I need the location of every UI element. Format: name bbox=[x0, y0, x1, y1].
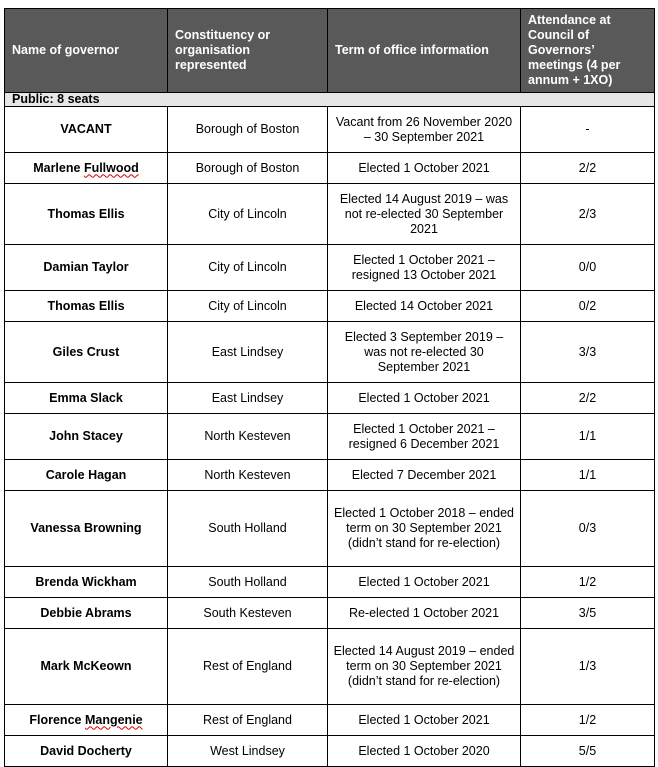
attendance-cell: 0/0 bbox=[521, 245, 655, 291]
constituency-cell: East Lindsey bbox=[168, 383, 328, 414]
governor-name: Carole Hagan bbox=[5, 460, 168, 491]
term-cell: Elected 1 October 2021 bbox=[328, 153, 521, 184]
constituency-cell: City of Lincoln bbox=[168, 291, 328, 322]
constituency-cell: Borough of Boston bbox=[168, 153, 328, 184]
attendance-cell: 3/5 bbox=[521, 598, 655, 629]
attendance-cell: 1/1 bbox=[521, 414, 655, 460]
attendance-cell: - bbox=[521, 107, 655, 153]
table-row bbox=[5, 414, 655, 460]
term-cell: Elected 1 October 2020 bbox=[328, 736, 521, 767]
governor-surname: Mangenie bbox=[84, 712, 143, 727]
attendance-cell: 2/2 bbox=[521, 153, 655, 184]
table-row bbox=[5, 460, 655, 491]
term-cell: Elected 1 October 2021 bbox=[328, 705, 521, 736]
attendance-cell: 2/3 bbox=[521, 184, 655, 245]
term-cell: Elected 1 October 2021 bbox=[328, 567, 521, 598]
section-label: Public: 8 seats bbox=[5, 93, 655, 107]
governor-name: Debbie Abrams bbox=[5, 598, 168, 629]
header-constituency: Constituency or organisation represented bbox=[168, 9, 328, 93]
governor-name: VACANT bbox=[5, 107, 168, 153]
table-row bbox=[5, 383, 655, 414]
section-row bbox=[5, 93, 655, 107]
table-row bbox=[5, 598, 655, 629]
term-cell: Elected 1 October 2021 – resigned 13 October 2021 bbox=[328, 245, 521, 291]
governor-surname: Fullwood bbox=[83, 160, 139, 175]
header-name: Name of governor bbox=[5, 9, 168, 93]
constituency-cell: Borough of Boston bbox=[168, 107, 328, 153]
table-row bbox=[5, 184, 655, 245]
governor-first-name: Marlene bbox=[33, 160, 81, 175]
governor-name: John Stacey bbox=[5, 414, 168, 460]
attendance-cell: 1/2 bbox=[521, 705, 655, 736]
constituency-cell: City of Lincoln bbox=[168, 184, 328, 245]
governor-first-name: Florence bbox=[29, 712, 82, 727]
term-cell: Elected 14 August 2019 – ended term on 30 September 2021 (didn’t stand for re-election) bbox=[328, 629, 521, 705]
attendance-cell: 2/2 bbox=[521, 383, 655, 414]
attendance-cell: 1/3 bbox=[521, 629, 655, 705]
table-row bbox=[5, 245, 655, 291]
term-cell: Re-elected 1 October 2021 bbox=[328, 598, 521, 629]
governor-name: David Docherty bbox=[5, 736, 168, 767]
constituency-cell: North Kesteven bbox=[168, 414, 328, 460]
governor-name: Thomas Ellis bbox=[5, 291, 168, 322]
table-row bbox=[5, 322, 655, 383]
governor-name: Thomas Ellis bbox=[5, 184, 168, 245]
constituency-cell: South Holland bbox=[168, 491, 328, 567]
attendance-cell: 1/2 bbox=[521, 567, 655, 598]
table-row bbox=[5, 153, 655, 184]
constituency-cell: West Lindsey bbox=[168, 736, 328, 767]
table-row bbox=[5, 705, 655, 736]
table-row bbox=[5, 567, 655, 598]
constituency-cell: Rest of England bbox=[168, 705, 328, 736]
constituency-cell: South Holland bbox=[168, 567, 328, 598]
constituency-cell: Rest of England bbox=[168, 629, 328, 705]
term-cell: Elected 1 October 2021 – resigned 6 December 2021 bbox=[328, 414, 521, 460]
governor-name: Giles Crust bbox=[5, 322, 168, 383]
table-row bbox=[5, 291, 655, 322]
attendance-cell: 5/5 bbox=[521, 736, 655, 767]
table-row bbox=[5, 491, 655, 567]
governors-table bbox=[4, 8, 655, 767]
attendance-cell: 0/2 bbox=[521, 291, 655, 322]
constituency-cell: East Lindsey bbox=[168, 322, 328, 383]
term-cell: Elected 14 August 2019 – was not re-elected 30 September 2021 bbox=[328, 184, 521, 245]
term-cell: Vacant from 26 November 2020 – 30 September 2021 bbox=[328, 107, 521, 153]
header-term: Term of office information bbox=[328, 9, 521, 93]
term-cell: Elected 1 October 2021 bbox=[328, 383, 521, 414]
constituency-cell: North Kesteven bbox=[168, 460, 328, 491]
governor-name: Vanessa Browning bbox=[5, 491, 168, 567]
governor-name: Damian Taylor bbox=[5, 245, 168, 291]
term-cell: Elected 7 December 2021 bbox=[328, 460, 521, 491]
governor-name: Emma Slack bbox=[5, 383, 168, 414]
term-cell: Elected 3 September 2019 – was not re-elected 30 September 2021 bbox=[328, 322, 521, 383]
term-cell: Elected 1 October 2018 – ended term on 30 September 2021 (didn’t stand for re-election) bbox=[328, 491, 521, 567]
governor-name bbox=[5, 705, 168, 736]
header-attendance: Attendance at Council of Governors’ meetings (4 per annum + 1XO) bbox=[521, 9, 655, 93]
governor-name: Mark McKeown bbox=[5, 629, 168, 705]
table-row bbox=[5, 629, 655, 705]
attendance-cell: 0/3 bbox=[521, 491, 655, 567]
header-row bbox=[5, 9, 655, 93]
table-row bbox=[5, 736, 655, 767]
governor-name: Brenda Wickham bbox=[5, 567, 168, 598]
constituency-cell: City of Lincoln bbox=[168, 245, 328, 291]
table-row bbox=[5, 107, 655, 153]
governor-name bbox=[5, 153, 168, 184]
attendance-cell: 1/1 bbox=[521, 460, 655, 491]
attendance-cell: 3/3 bbox=[521, 322, 655, 383]
constituency-cell: South Kesteven bbox=[168, 598, 328, 629]
term-cell: Elected 14 October 2021 bbox=[328, 291, 521, 322]
